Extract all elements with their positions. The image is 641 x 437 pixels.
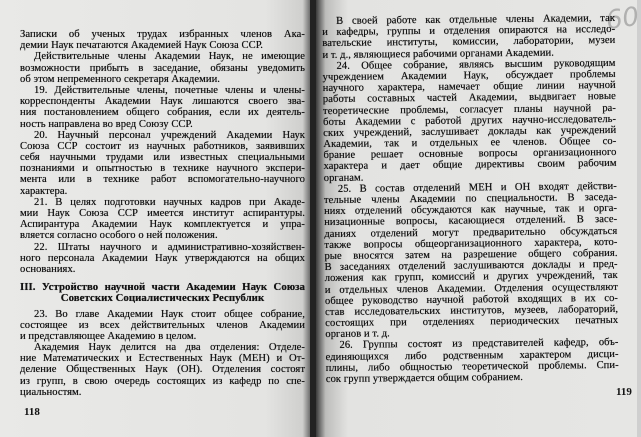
paragraph bbox=[20, 51, 305, 85]
text-line: органам. bbox=[323, 172, 364, 184]
text-line: демии Наук печатаются Академией Наук Союза ССР. bbox=[20, 40, 264, 52]
paragraph bbox=[20, 29, 305, 51]
left-page bbox=[0, 0, 312, 437]
text-line: основаниях. bbox=[20, 263, 76, 275]
text-line: работы составных частей Академии, выдвигает новые bbox=[322, 91, 616, 106]
text-line: и кафедры, группы и отделения опираются на исследо- bbox=[322, 24, 616, 39]
text-line: ниях отделений обсуждаются как научные, так и орга- bbox=[323, 203, 618, 218]
paragraph bbox=[20, 309, 305, 343]
text-line: В заседаниях отделений заслушиваются доклады и пред- bbox=[324, 259, 618, 274]
page-number-right: 119 bbox=[616, 386, 632, 398]
text-line: также вопросы общеорганизационного характера, кото- bbox=[324, 236, 618, 251]
text-line: состоящее из всех действительных членов Академии bbox=[20, 319, 305, 331]
text-line: научного характера, намечает общие линии научной bbox=[322, 80, 616, 95]
text-line: 25. В состав отделений МЕН и ОН входят действи- bbox=[337, 180, 617, 195]
text-line: органов и т. д. bbox=[325, 328, 390, 341]
section-heading bbox=[20, 282, 305, 304]
text-line: корреспонденты Академии Наук лишаются своего зва- bbox=[20, 96, 305, 108]
text-line: Советских Социалистических Республик bbox=[60, 292, 265, 305]
text-line: рые вносятся затем на разрешение общего собрания. bbox=[324, 247, 618, 262]
text-line: боты Академии с работой других научно-исследователь- bbox=[323, 113, 617, 128]
text-line: ного персонала Академии Наук утверждаются на общих bbox=[20, 252, 305, 264]
text-line: ложения как групп, комиссий и других учреждений, так bbox=[324, 270, 618, 285]
text-line: став исследовательских институтов, музеев, лабораторий, bbox=[325, 303, 619, 318]
text-line: и представляющее Академию в целом. bbox=[20, 330, 197, 342]
right-page bbox=[316, 0, 641, 437]
text-line: плины, либо общностью теоретической проблемы. Спи- bbox=[325, 359, 619, 374]
text-line: 22. Штаты научного и административно-хозяйствен- bbox=[34, 241, 305, 253]
text-line: тельные члены Академии по специальности. В заседа- bbox=[323, 191, 617, 206]
text-line: 23. Во главе Академии Наук стоит общее собрание, bbox=[34, 308, 305, 320]
text-line: Союза ССР состоит из научных работников, заявивших bbox=[20, 140, 305, 152]
left-page-text bbox=[20, 29, 305, 398]
text-line: сок групп утверждается общим собранием. bbox=[325, 371, 523, 385]
text-line: общее руководство научной работой входящих в их со- bbox=[324, 292, 619, 307]
text-line: мии Наук Союза ССР имеется институт аспирантуры. bbox=[20, 208, 305, 219]
text-line: брание решает основные вопросы организационного bbox=[323, 147, 617, 162]
paragraph bbox=[20, 342, 305, 398]
text-line: себя научными трудами или известных специальными bbox=[20, 152, 305, 164]
text-line: 19. Действительные члены, почетные члены и члены- bbox=[34, 84, 305, 96]
text-line: 20. Научный персонал учреждений Академии Наук bbox=[34, 129, 305, 141]
paragraph bbox=[20, 130, 305, 197]
page-number-left: 118 bbox=[24, 406, 40, 418]
text-line: и т. д., являющиеся рабочими органами Академии. bbox=[322, 47, 555, 61]
text-line: вляется согласно особого о ней положения. bbox=[20, 230, 218, 242]
text-line: характера и дает общие директивы своим рабочим bbox=[323, 158, 617, 173]
text-line: 26. Группы состоят из представителей кафедр, объ- bbox=[339, 337, 619, 352]
text-line: Действительные члены Академии Наук, не имеющие bbox=[34, 51, 305, 63]
text-line: Аспирантура Академии Наук комплектуется и упра- bbox=[20, 219, 305, 231]
paragraph bbox=[322, 13, 615, 61]
text-line: возможности прибыть в заседание, обязаны уведомить bbox=[20, 62, 305, 74]
text-line: учреждением Академии Наук, обсуждает проблемы bbox=[322, 68, 616, 83]
text-line: состоящих при отделениях периодических печатных bbox=[325, 314, 619, 330]
paragraph bbox=[324, 181, 619, 341]
text-line: из групп, в свою очередь состоящих из кафедр по спе- bbox=[20, 375, 305, 387]
text-line: циальностям. bbox=[20, 386, 82, 398]
right-page-text bbox=[322, 13, 619, 385]
text-line: ние Математических и Естественных Наук (МЕН) и От- bbox=[20, 353, 305, 365]
pencil-mark: 60 bbox=[604, 1, 641, 37]
text-line: теоретические проблемы, согласует планы научной ра- bbox=[322, 102, 617, 117]
text-line: деление Общественных Наук (ОН). Отделения состоят bbox=[20, 364, 305, 376]
paragraph bbox=[322, 58, 616, 184]
paragraph bbox=[20, 242, 305, 276]
text-line: и отдельных членов Академии. Отделения осуществляют bbox=[324, 281, 618, 296]
text-line: ния постановлением общего собрания, если их деятель- bbox=[20, 107, 305, 119]
text-line: низационные вопросы, касающиеся отделений. В засе- bbox=[324, 214, 618, 229]
text-line: 24. Общее собрание, являясь высшим руководящим bbox=[336, 57, 616, 72]
text-line: ских учреждений, заслушивает доклады как учреждений bbox=[323, 124, 617, 139]
paragraph bbox=[325, 337, 618, 385]
text-line: Записки об ученых трудах избранных членов Ака- bbox=[20, 29, 305, 40]
text-line: ность направлена во вред Союзу ССР. bbox=[20, 118, 193, 130]
text-line: вательские институты, комиссии, лаборатории, музеи bbox=[322, 35, 616, 50]
text-line: об этом непременного секретаря Академии. bbox=[20, 73, 221, 85]
paragraph bbox=[20, 85, 305, 130]
text-line: III. Устройство научной части Академии Наук Союза bbox=[20, 281, 305, 294]
text-line: Академии, так и отдельных ее членов. Общее со- bbox=[323, 135, 617, 151]
paragraph bbox=[20, 197, 305, 242]
text-line: 21. В целях подготовки научных кадров при Акаде- bbox=[34, 196, 305, 208]
text-line: характера. bbox=[20, 185, 68, 197]
text-line: Академия Наук делится на два отделения: Отделе- bbox=[34, 342, 305, 354]
text-line: даниях отделений могут предварительно обсуждаться bbox=[324, 225, 618, 240]
text-line: В своей работе как отдельные члены Академии, так bbox=[335, 12, 616, 27]
text-line: познаниями и опытностью в технике научного экспери- bbox=[20, 163, 305, 175]
text-line: единяющихся либо родственным характером дисци- bbox=[325, 348, 619, 363]
text-line: мента или в технике работ вспомогательно-научного bbox=[20, 174, 305, 186]
